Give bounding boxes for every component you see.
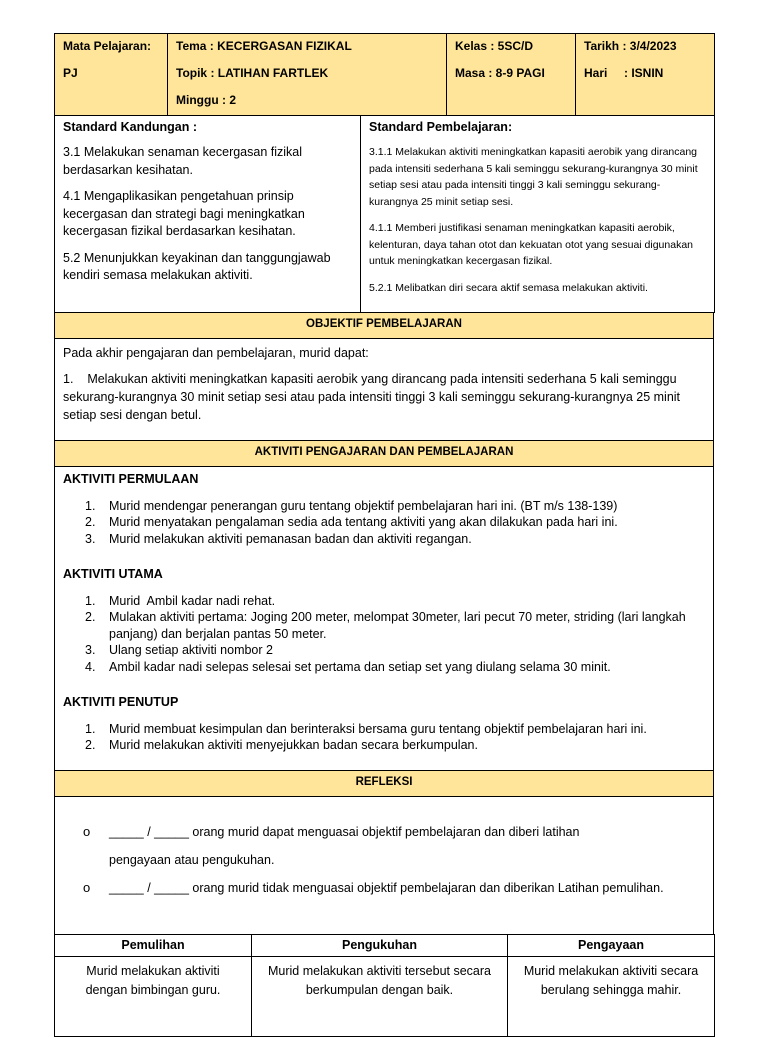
bullet-icon: o [83, 823, 91, 839]
sp-item: 4.1.1 Memberi justifikasi senaman meningkatkan kapasiti aerobik, kelenturan, daya tahan otot dan kekuatan otot yang sesuai digunakan untuk meningkatkan kecergasan fizikal. [369, 222, 693, 267]
objektif-section [55, 339, 714, 441]
main-table [54, 312, 714, 935]
list-item: 1. Murid Ambil kadar nadi rehat. [85, 593, 276, 608]
subject-label: Mata Pelajaran: [63, 39, 152, 53]
list-item: 2. Murid melakukan aktiviti menyejukkan badan secara berkumpulan. [85, 738, 478, 752]
pemulihan-text: Murid melakukan aktiviti dengan bimbingan guru. [55, 956, 252, 1036]
sk-item: 3.1 Melakukan senaman kecergasan fizikal berdasarkan kesihatan. [63, 145, 303, 177]
standard-kandungan [55, 116, 361, 313]
standard-kandungan-title: Standard Kandungan : [63, 120, 198, 134]
refleksi-line-1: o _____ / _____ orang murid dapat menguasai objektif pembelajaran dan diberi latihan [83, 823, 580, 839]
date-cell [576, 34, 715, 116]
pengukuhan-text: Murid melakukan aktiviti tersebut secara berkumpulan dengan baik. [252, 956, 508, 1036]
list-item: 3. Ulang setiap aktiviti nombor 2 [85, 643, 273, 657]
header-table [54, 33, 715, 116]
minggu: Minggu : 2 [176, 93, 236, 107]
standards-table [54, 115, 715, 313]
pengayaan-text: Murid melakukan aktiviti secara berulang sehingga mahir. [508, 956, 715, 1036]
masa: Masa : 8-9 PAGI [455, 66, 545, 80]
objektif-band: OBJEKTIF PEMBELAJARAN [55, 313, 714, 339]
standard-pembelajaran-title: Standard Pembelajaran: [369, 120, 513, 134]
objektif-intro: Pada akhir pengajaran dan pembelajaran, murid dapat: [63, 346, 369, 360]
class-cell [447, 34, 576, 116]
sk-item: 4.1 Mengaplikasikan pengetahuan prinsip kecergasan dan strategi bagi meningkatkan kecergasan fizikal berdasarkan kesihatan. [63, 189, 305, 238]
tarikh: Tarikh : 3/4/2023 [584, 39, 677, 53]
list-item: 3. Murid melakukan aktiviti pemanasan badan dan aktiviti regangan. [85, 531, 472, 546]
list-item: 2. Murid menyatakan pengalaman sedia ada tentang aktiviti yang akan dilakukan pada hari ini. [85, 515, 618, 529]
subject-value: PJ [63, 66, 78, 80]
pengayaan-title: Pengayaan [508, 934, 715, 956]
penutup-title: AKTIVITI PENUTUP [63, 695, 179, 709]
list-item: 1. Murid mendengar penerangan guru tentang objektif pembelajaran hari ini. (BT m/s 138-139) [85, 498, 618, 513]
utama-title: AKTIVITI UTAMA [63, 567, 163, 581]
subject-cell [55, 34, 168, 116]
refleksi-line-1b: pengayaan atau pengukuhan. [109, 852, 275, 867]
penutup-list [63, 721, 705, 754]
kelas: Kelas : 5SC/D [455, 39, 534, 53]
permulaan-list [63, 498, 705, 548]
refleksi-line-2: o _____ / _____ orang murid tidak menguasai objektif pembelajaran dan diberikan Latihan pemulihan. [83, 879, 664, 895]
standard-pembelajaran [361, 116, 715, 313]
list-item: 1. Murid membuat kesimpulan dan berinteraksi bersama guru tentang objektif pembelajaran hari ini. [85, 721, 647, 736]
bullet-icon: o [83, 879, 91, 895]
lesson-plan [54, 33, 714, 1037]
permulaan-title: AKTIVITI PERMULAAN [63, 472, 199, 486]
utama-list [63, 593, 705, 676]
footer-table [54, 934, 715, 1037]
topik: Topik : LATIHAN FARTLEK [176, 66, 329, 80]
list-item: 2. Mulakan aktiviti pertama: Joging 200 meter, melompat 30meter, lari pecut 70 meter, striding (lari langkah panjang) dan berjalan pantas 50 meter. [85, 610, 686, 641]
pengukuhan-title: Pengukuhan [252, 934, 508, 956]
refleksi-section [55, 796, 714, 934]
sp-item: 3.1.1 Melakukan aktiviti meningkatkan kapasiti aerobik yang dirancang pada intensiti sederhana 5 kali seminggu sekurang-kurangnya 30 minit setiap sesi atau pada intensiti tinggi 3 kali seminggu sekurang-kurangnya 25 minit setiap sesi. [369, 146, 698, 208]
tema: Tema : KECERGASAN FIZIKAL [176, 39, 352, 53]
hari: Hari : ISNIN [584, 66, 664, 80]
pemulihan-title: Pemulihan [55, 934, 252, 956]
objektif-item: 1. Melakukan aktiviti meningkatkan kapasiti aerobik yang dirancang pada intensiti sederhana 5 kali seminggu sekurang-kurangnya 30 minit setiap sesi atau pada intensiti tinggi 3 kali seminggu sekurang-kurangnya 25 minit setiap sesi dengan betul. [63, 372, 684, 422]
refleksi-band: REFLEKSI [55, 770, 714, 796]
aktiviti-section [55, 467, 714, 771]
list-item: 4. Ambil kadar nadi selepas selesai set pertama dan setiap set yang diulang selama 30 minit. [85, 659, 611, 674]
sk-item: 5.2 Menunjukkan keyakinan dan tanggungjawab kendiri semasa melakukan aktiviti. [63, 250, 331, 282]
theme-cell [168, 34, 447, 116]
sp-item: 5.2.1 Melibatkan diri secara aktif semasa melakukan aktiviti. [369, 281, 648, 294]
aktiviti-band: AKTIVITI PENGAJARAN DAN PEMBELAJARAN [55, 441, 714, 467]
